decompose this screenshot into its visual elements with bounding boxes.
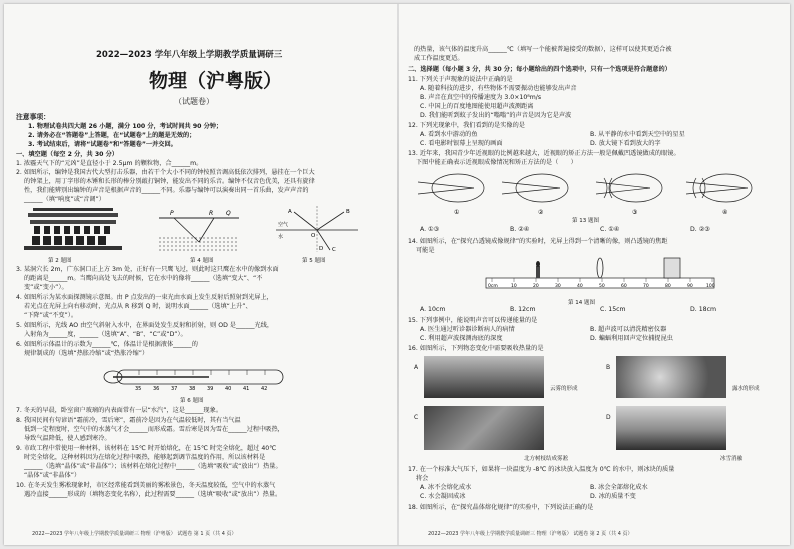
question-12: 12. 下列光现象中，我们看到的是实像的是 xyxy=(408,122,525,129)
q13-option-b: B. ②④ xyxy=(510,226,530,233)
q14-option-d: D. 18cm xyxy=(690,306,717,313)
exam-subtitle: （试题卷） xyxy=(174,97,214,106)
question-5-line-2: 入射角为______度，______（选填“A”、“B”、“C”或“D”）。 xyxy=(24,331,187,338)
question-11: 11. 下列关于声现象的说法中正确的是 xyxy=(408,76,513,83)
q11-option-a: A. 随着科技的进步，有些物体不需要振动也能够发出声音 xyxy=(420,85,577,92)
photo-cloud-fog xyxy=(424,356,544,398)
exam-title: 物理（沪粤版） xyxy=(149,70,283,92)
bianzhong-figure xyxy=(18,204,128,252)
q14-option-c: C. 15cm xyxy=(600,306,626,313)
question-4-line-1: 4. 如图所示为某水面探测镜示意图。由 P 点发出的一束光由水面上发生反射后照射到光屏上， xyxy=(16,294,273,301)
q12-option-d: D. 放大镜下看到放大的字 xyxy=(590,140,661,147)
question-4-line-2: 若光点在光屏上向右移动时，光点从 R 移到 Q 时，说明水面______（选填“上升”、 xyxy=(24,303,252,310)
question-9-line-3: ______（选填“晶体”或“非晶体”）；该材料在熔化过程中______（选填“吸收”或“放出”）热量。 xyxy=(24,463,282,470)
fig4-label-r: R xyxy=(209,210,214,217)
thermo-tick-39: 39 xyxy=(207,386,214,392)
ruler-tick-40: 40 xyxy=(577,284,583,289)
exam-sheet xyxy=(4,4,790,545)
fig13-label-4: ④ xyxy=(722,209,728,216)
photo-dew xyxy=(616,356,726,398)
question-15: 15. 下列事例中，能说明声音可以传递能量的是 xyxy=(408,317,538,324)
right-page xyxy=(400,4,790,545)
question-14-line-2: 可能是 xyxy=(416,247,435,254)
question-9-line-2: 时完全熔化，这种材料因为在熔化过程中吸热，能够起到调节温度的作用，所以该材料是 xyxy=(24,454,266,461)
q17-option-d: D. 冰的质量不变 xyxy=(590,493,636,500)
question-7: 7. 冬天的早晨，卧室窗户玻璃的内表面常有一层“水汽”，这是______现象。 xyxy=(16,407,223,414)
fig5-label-d: D xyxy=(319,246,324,252)
q15-option-a: A. 医生通过听诊器诊断病人的病情 xyxy=(420,326,515,333)
section-2-title: 二、选择题（每小题 3 分，共 30 分；每小题给出的四个选项中，只有一个选项是符合题意的） xyxy=(408,66,671,73)
question-6-line-2: 规律制成的（选填“热胀冷缩”或“热胀冷缩”） xyxy=(24,350,149,357)
ruler-tick-20: 20 xyxy=(533,284,539,289)
figure-6-caption: 第 6 题图 xyxy=(180,398,204,404)
q14-option-a: A. 10cm xyxy=(420,306,446,313)
fig5-label-a: A xyxy=(288,209,292,215)
fig5-label-b: B xyxy=(346,209,350,215)
figure-2-caption: 第 2 题图 xyxy=(48,258,72,264)
q13-option-a: A. ①③ xyxy=(420,226,440,233)
q17-option-c: C. 水会凝固成冰 xyxy=(420,493,466,500)
photo-letter-b: B xyxy=(606,364,611,371)
question-13-line-1: 13. 近年来，我国青少年近视眼的比例越来越大，近视眼的矫正方法一般是佩戴凹透镜做成的眼镜。 xyxy=(408,150,680,157)
question-8-line-2: 低到一定程度时，空气中的水蒸气才会______而形成霜。雪后寒是因为雪在______过程中吸热， xyxy=(24,426,284,433)
q11-option-c: C. 中国上的百度地图能使用超声波测距离 xyxy=(420,103,534,110)
q10-continued-2: 成工作温度更适。 xyxy=(414,55,464,62)
q12-option-b: B. 从平静的水中看到天空中的星星 xyxy=(590,131,685,138)
optical-bench-figure xyxy=(480,256,720,296)
question-17-line-2: 将会 xyxy=(416,475,429,482)
exam-header: 2022—2023 学年八年级上学期教学质量调研三 xyxy=(96,50,283,60)
fig13-label-3: ③ xyxy=(632,209,638,216)
question-16: 16. 如图所示，下列物态变化中需要吸收热量的是 xyxy=(408,345,544,352)
thermo-tick-40: 40 xyxy=(225,386,232,392)
note-3: 3. 考试结束后，请将“试题卷”和“答题卷”一并交回。 xyxy=(28,141,177,148)
photo-ice-melt xyxy=(616,406,726,450)
photo-caption-b: 露水的形成 xyxy=(732,386,760,392)
ruler-tick-10: 10 xyxy=(511,284,517,289)
note-2: 2. 请务必在“答题卷”上答题，在“试题卷”上的题是无效的； xyxy=(28,132,196,139)
question-3-line-2: 的距离是______m。当鹰向高处飞去的时候，它在水中的像将______（选填“变大”、“不 xyxy=(24,275,263,282)
ruler-tick-60: 60 xyxy=(621,284,627,289)
question-13-line-2: 下图中能正确表示近视眼成像情况和矫正方法的是（ ） xyxy=(416,159,577,166)
q15-option-d: D. 蝙蝠利用回声定位捕捉昆虫 xyxy=(590,335,673,342)
page-fold xyxy=(397,4,399,545)
thermo-tick-38: 38 xyxy=(189,386,196,392)
question-14-line-1: 14. 如图所示，在“探究凸透镜成像规律”的实验时，光屏上得到一个清晰的像，则凸透镜的焦距 xyxy=(408,238,668,245)
thermo-tick-42: 42 xyxy=(261,386,268,392)
question-8-line-1: 8. 我国民间有句谚语“霜前冷，雪后寒”，霜前冷是因为在气温较低时，其有当气温 xyxy=(16,417,241,424)
fig13-label-2: ② xyxy=(538,209,544,216)
thermo-tick-36: 36 xyxy=(153,386,160,392)
left-footer: 2022—2023 学年八年级上学期教学质量调研三 物理（沪粤版） 试题卷 第 1 页（共 4 页） xyxy=(32,531,237,537)
question-2-line-4: ______（填“响度”或“音调”） xyxy=(24,196,105,203)
section-1-title: 一、填空题（每空 2 分，共 30 分） xyxy=(16,151,118,158)
question-10-line-2: 遇冷直接______形成的（填物态变化名称），此过程需要______（选填“吸收”或“放出”）热量。 xyxy=(24,491,282,498)
q11-option-b: B. 声音在真空中的传播速度为 3.0×10⁸m/s xyxy=(420,94,542,101)
q10-continued: 的热量，该气体的温度升高______℃（填写一个能被普遍接受的数据），这样可以使其更适合被 xyxy=(414,46,672,53)
fig5-label-water: 水 xyxy=(278,234,284,240)
question-1: 1. 浓霾天气下的“元凶”是直径小于 2.5μm 的颗粒物，合______m。 xyxy=(16,160,203,167)
q12-option-a: A. 看到水中游动的鱼 xyxy=(420,131,478,138)
photo-caption-c: 北方树枝结成雾凇 xyxy=(524,456,569,462)
note-1: 1. 物理试卷共四大题 26 小题，满分 100 分，考试时间共 90 分钟； xyxy=(28,123,223,130)
question-3-line-3: 变”或“变小”）。 xyxy=(24,284,68,291)
thermometer-figure xyxy=(99,364,289,392)
q17-option-a: A. 冰不会熔化成水 xyxy=(420,484,472,491)
water-level-figure xyxy=(154,208,249,254)
right-footer: 2022—2023 学年八年级上学期教学质量调研三 物理（沪粤版） 试题卷 第 2 页（共 4 页） xyxy=(428,531,633,537)
question-2-line-1: 2. 如图所示，编钟是我国古代大型打击乐器，由若干个大小不同的钟按照音调高低依次排列，悬挂在一个巨大 xyxy=(16,169,315,176)
q13-option-c: C. ①④ xyxy=(600,226,620,233)
photo-letter-d: D xyxy=(606,414,611,421)
figure-4-caption: 第 4 题图 xyxy=(190,258,214,264)
eye-lens-figure xyxy=(414,168,774,220)
question-17-line-1: 17. 在一个标准大气压下，如果将一块温度为 -8℃ 的冰块放入温度为 0℃ 的水中，则冰块的质量 xyxy=(408,466,675,473)
ruler-tick-50: 50 xyxy=(599,284,605,289)
ruler-tick-90: 90 xyxy=(687,284,693,289)
question-2-line-2: 的钟架上，用丁字形的木锤和长形的棒分别敲打铜钟，能发出不同的乐音。编钟不仅音色优美，还具有旋律 xyxy=(24,178,315,185)
figure-14-caption: 第 14 题图 xyxy=(568,300,595,306)
figure-5-caption: 第 5 题图 xyxy=(302,258,326,264)
fig5-label-o: O xyxy=(311,233,316,239)
photo-caption-a: 云雾的形成 xyxy=(550,386,578,392)
photo-letter-a: A xyxy=(414,364,419,371)
fig13-label-1: ① xyxy=(454,209,460,216)
photo-rime xyxy=(424,406,544,450)
fig5-label-air: 空气 xyxy=(278,222,289,228)
question-6-line-1: 6. 如图所示体温计的示数为______℃，体温计是根据液体______的 xyxy=(16,341,198,348)
question-10-line-1: 10. 在冬天发生雾凇现象时，市区经常能看到美丽的雾凇景色，冬天温度较低，空气中的水蒸气 xyxy=(16,482,276,489)
q12-option-c: C. 看电影时银幕上呈现的画面 xyxy=(420,140,503,147)
question-8-line-3: 导致气温降低，使人感到寒冷。 xyxy=(24,435,111,442)
question-9-line-1: 9. 市政工程中常使用一种材料，该材料在 15℃ 时开始熔化，在 15℃ 时完全熔化，超过 40℃ xyxy=(16,445,277,452)
q17-option-b: B. 冰会全部熔化成水 xyxy=(590,484,648,491)
question-4-line-3: “下降”或“不变”）。 xyxy=(24,312,78,319)
fig4-label-p: P xyxy=(170,210,174,217)
ruler-tick-70: 70 xyxy=(643,284,649,289)
left-page xyxy=(4,4,396,545)
ruler-tick-80: 80 xyxy=(665,284,671,289)
question-2-line-3: 性，我们能辨别出编钟的声音是根据声音的______不同。乐器与编钟可以演奏出同一首乐曲，发声声音的 xyxy=(24,187,309,194)
refraction-figure xyxy=(272,204,362,254)
fig4-label-q: Q xyxy=(226,210,231,217)
thermo-tick-41: 41 xyxy=(243,386,250,392)
q15-option-b: B. 超声波可以清洗精密仪器 xyxy=(590,326,667,333)
notes-title: 注意事项： xyxy=(16,113,50,121)
figure-13-caption: 第 13 题图 xyxy=(572,218,599,224)
ruler-tick-30: 30 xyxy=(555,284,561,289)
question-18: 18. 如图所示，在“探究晶体熔化规律”的实验中，下列说法正确的是 xyxy=(408,504,594,511)
photo-caption-d: 冰雪消融 xyxy=(720,456,743,462)
question-3-line-1: 3. 某洞穴长 2m，广东洞口正上方 3m 处，正好有一只鹰飞过，则此时这只鹰在水中的像到水面 xyxy=(16,266,279,273)
question-9-line-4: “晶体”或“非晶体”） xyxy=(24,472,81,479)
thermo-tick-35: 35 xyxy=(135,386,142,392)
question-5-line-1: 5. 如图所示，光线 AO 由空气斜射入水中，在界面处发生反射和折射，则 OD 是______光线， xyxy=(16,322,274,329)
q14-option-b: B. 12cm xyxy=(510,306,536,313)
q15-option-c: C. 利用超声波探测海底的深度 xyxy=(420,335,503,342)
fig5-label-c: C xyxy=(332,247,336,253)
q13-option-d: D. ②③ xyxy=(690,226,710,233)
thermo-tick-37: 37 xyxy=(171,386,178,392)
ruler-tick-0: 0cm xyxy=(488,284,498,289)
q11-option-d: D. 我们能听到蚊子发出的“嗡嗡”的声音是因为它是声波 xyxy=(420,112,572,119)
ruler-tick-100: 100 xyxy=(706,284,715,289)
photo-letter-c: C xyxy=(414,414,419,421)
